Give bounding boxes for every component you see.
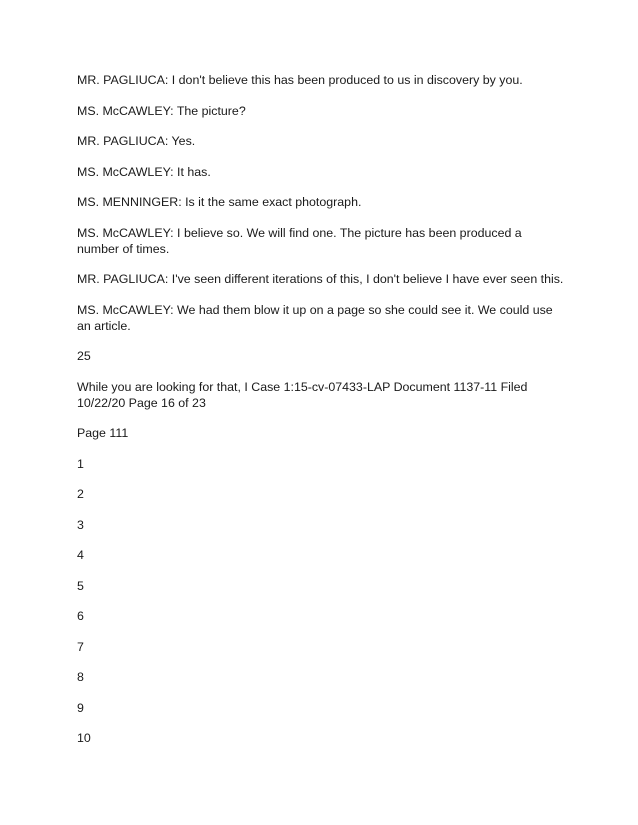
- transcript-line: MR. PAGLIUCA: Yes.: [77, 134, 196, 148]
- line-number: 10: [77, 731, 91, 745]
- line-number: 9: [77, 700, 84, 715]
- transcript-line: MS. McCAWLEY: The picture?: [77, 103, 246, 118]
- line-number: 2: [77, 487, 84, 501]
- line-number: 4: [77, 548, 84, 562]
- line-number: 6: [77, 609, 84, 623]
- transcript-line: MS. McCAWLEY: I believe so. We will find one. The picture has been produced a number of times.: [77, 225, 522, 256]
- transcript-line: MS. McCAWLEY: We had them blow it up on a page so she could see it. We could use an article.: [77, 302, 553, 333]
- line-number: 8: [77, 670, 84, 684]
- transcript-line: MR. PAGLIUCA: I don't believe this has been produced to us in discovery by you.: [77, 73, 523, 87]
- page-number-label: Page 111: [77, 426, 129, 440]
- line-number: 5: [77, 578, 84, 593]
- transcript-line: MR. PAGLIUCA: I've seen different iterations of this, I don't believe I have ever seen this.: [77, 272, 564, 286]
- line-number-25: 25: [77, 349, 91, 363]
- line-number: 1: [77, 456, 84, 471]
- line-number: 7: [77, 639, 84, 654]
- line-number: 3: [77, 517, 84, 532]
- case-header-line: While you are looking for that, I Case 1:15-cv-07433-LAP Document 1137-11 Filed 10/22/20 Page 16 of 23: [77, 379, 528, 410]
- transcript-line: MS. MENNINGER: Is it the same exact photograph.: [77, 195, 362, 209]
- transcript-body: [77, 72, 567, 761]
- transcript-line: MS. McCAWLEY: It has.: [77, 164, 211, 179]
